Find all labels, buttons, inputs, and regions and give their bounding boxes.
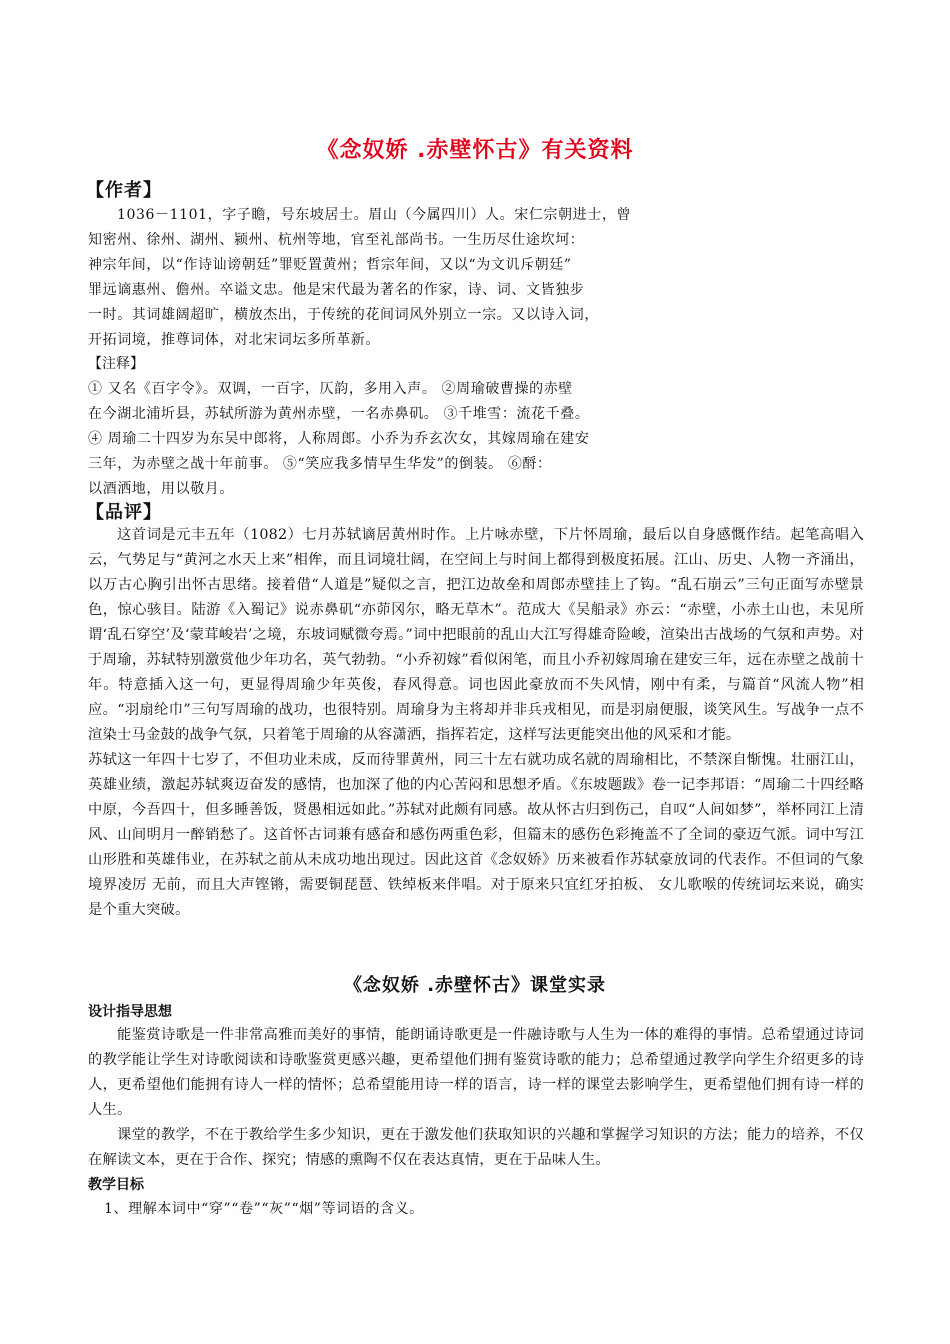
goals-heading: 教学目标 — [88, 1177, 144, 1193]
review-heading: 【品评】 — [86, 502, 162, 523]
author-line: 神宗年间，以“作诗讪谤朝廷”罪贬置黄州；哲宗年间，又以“为文讥斥朝廷” — [88, 257, 572, 273]
goal-item: 1、理解本词中“穿”“卷”“灰”“烟”等词语的含义。 — [104, 1201, 424, 1217]
note-line: ④ 周瑜二十四岁为东吴中郎将，人称周郎。小乔为乔玄次女，其嫁周瑜在建安 — [88, 431, 590, 447]
notes-heading: 【注释】 — [88, 356, 144, 372]
note-line: 在今湖北浦圻县，苏轼所游为黄州赤壁，一名赤鼻矶。 ③千堆雪：流花千叠。 — [88, 406, 590, 422]
note-line: 三年，为赤壁之战十年前事。 ⑤“笑应我多情早生华发”的倒装。 ⑥酹： — [88, 456, 552, 472]
review-body — [88, 523, 864, 923]
design-body — [88, 1023, 864, 1173]
document-title: 《念奴娇 .赤壁怀古》有关资料 — [316, 138, 634, 163]
author-heading: 【作者】 — [86, 180, 162, 201]
section-title: 《念奴娇 .赤壁怀古》课堂实录 — [343, 975, 607, 996]
review-paragraph: 这首词是元丰五年（1082）七月苏轼谪居黄州时作。上片咏赤壁，下片怀周瑜，最后以自身感慨作结。起笔高唱入云，气势足与“黄河之水天上来”相侔，而且词境壮阔，在空间上与时间上都得到极度拓展。江山、历史、人物一齐涌出，以万古心胸引出怀古思绪。接着借“人道是”疑似之言，把江边故垒和周郎赤壁挂上了钩。“乱石崩云”三句正面写赤壁景色，惊心骇目。陆游《入蜀记》说赤鼻矶“亦茆冈尔，略无草木”。范成大《吴船录》亦云：“赤壁，小赤土山也，未见所谓‘乱石穿空’及‘蒙茸峻岩’之境，东坡词赋微夸焉。”词中把眼前的乱山大江写得雄奇险峻，渲染出古战场的气氛和声势。对于周瑜，苏轼特别激赏他少年功名，英气勃勃。“小乔初嫁”看似闲笔，而且小乔初嫁周瑜在建安三年，远在赤壁之战前十年。特意插入这一句，更显得周瑜少年英俊，春风得意。词也因此豪放而不失风情，刚中有柔，与篇首“风流人物”相应。“羽扇纶巾”三句写周瑜的战功，也很特别。周瑜身为主将却并非兵戎相见，而是羽扇便服，谈笑风生。写战争一点不渲染士马金鼓的战争气氛，只着笔于周瑜的从容潇洒，指挥若定，这样写法更能突出他的风采和才能。 — [88, 527, 864, 743]
note-line: 以酒洒地，用以敬月。 — [88, 481, 234, 497]
author-line: 1036－1101，字子瞻，号东坡居士。眉山（今属四川）人。宋仁宗朝进士，曾 — [117, 207, 632, 223]
author-line: 一时。其词雄阔超旷，横放杰出，于传统的花间词风外别立一宗。又以诗入词， — [88, 307, 599, 323]
design-paragraph: 课堂的教学，不在于教给学生多少知识，更在于激发他们获取知识的兴趣和掌握学习知识的方法；能力的培养，不仅在解读文本，更在于合作、探究；情感的熏陶不仅在表达真情，更在于品味人生。 — [88, 1127, 864, 1168]
design-heading: 设计指导思想 — [88, 1004, 172, 1020]
review-paragraph: 苏轼这一年四十七岁了，不但功业未成，反而待罪黄州，同三十左右就功成名就的周瑜相比，不禁深自惭愧。壮丽江山，英雄业绩，激起苏轼爽迈奋发的感情，也加深了他的内心苦闷和思想矛盾。《东坡题跋》卷一记李邦语：“周瑜二十四经略中原，今吾四十，但多睡善饭，贤愚相远如此。”苏轼对此颇有同感。故从怀古归到伤己，自叹“人间如梦”，举杯同江上清风、山间明月一醉销愁了。这首怀古词兼有感奋和感伤两重色彩，但篇末的感伤色彩掩盖不了全词的豪迈气派。词中写江山形胜和英雄伟业，在苏轼之前从未成功地出现过。因此这首《念奴娇》历来被看作苏轼豪放词的代表作。不但词的气象境界凌厉 无前，而且大声铿锵，需要铜琵琶、铁绰板来伴唱。对于原来只宜红牙拍板、 女儿歌喉的传统词坛来说，确实是个重大突破。 — [88, 752, 864, 918]
author-line: 知密州、徐州、湖州、颍州、杭州等地，官至礼部尚书。一生历尽仕途坎坷： — [88, 232, 585, 248]
author-line: 罪远谪惠州、儋州。卒谥文忠。他是宋代最为著名的作家，诗、词、文皆独步 — [88, 282, 585, 298]
author-line: 开拓词境，推尊词体，对北宋词坛多所革新。 — [88, 332, 380, 348]
design-paragraph: 能鉴赏诗歌是一件非常高雅而美好的事情，能朗诵诗歌更是一件融诗歌与人生为一体的难得的事情。总希望通过诗词的教学能让学生对诗歌阅读和诗歌鉴赏更感兴趣，更希望他们拥有鉴赏诗歌的能力；总希望通过教学向学生介绍更多的诗人，更希望他们能拥有诗人一样的情怀；总希望能用诗一样的语言，诗一样的课堂去影响学生，更希望他们拥有诗一样的人生。 — [88, 1027, 864, 1118]
note-line: ① 又名《百字令》。双调，一百字，仄韵，多用入声。 ②周瑜破曹操的赤壁 — [88, 381, 573, 397]
